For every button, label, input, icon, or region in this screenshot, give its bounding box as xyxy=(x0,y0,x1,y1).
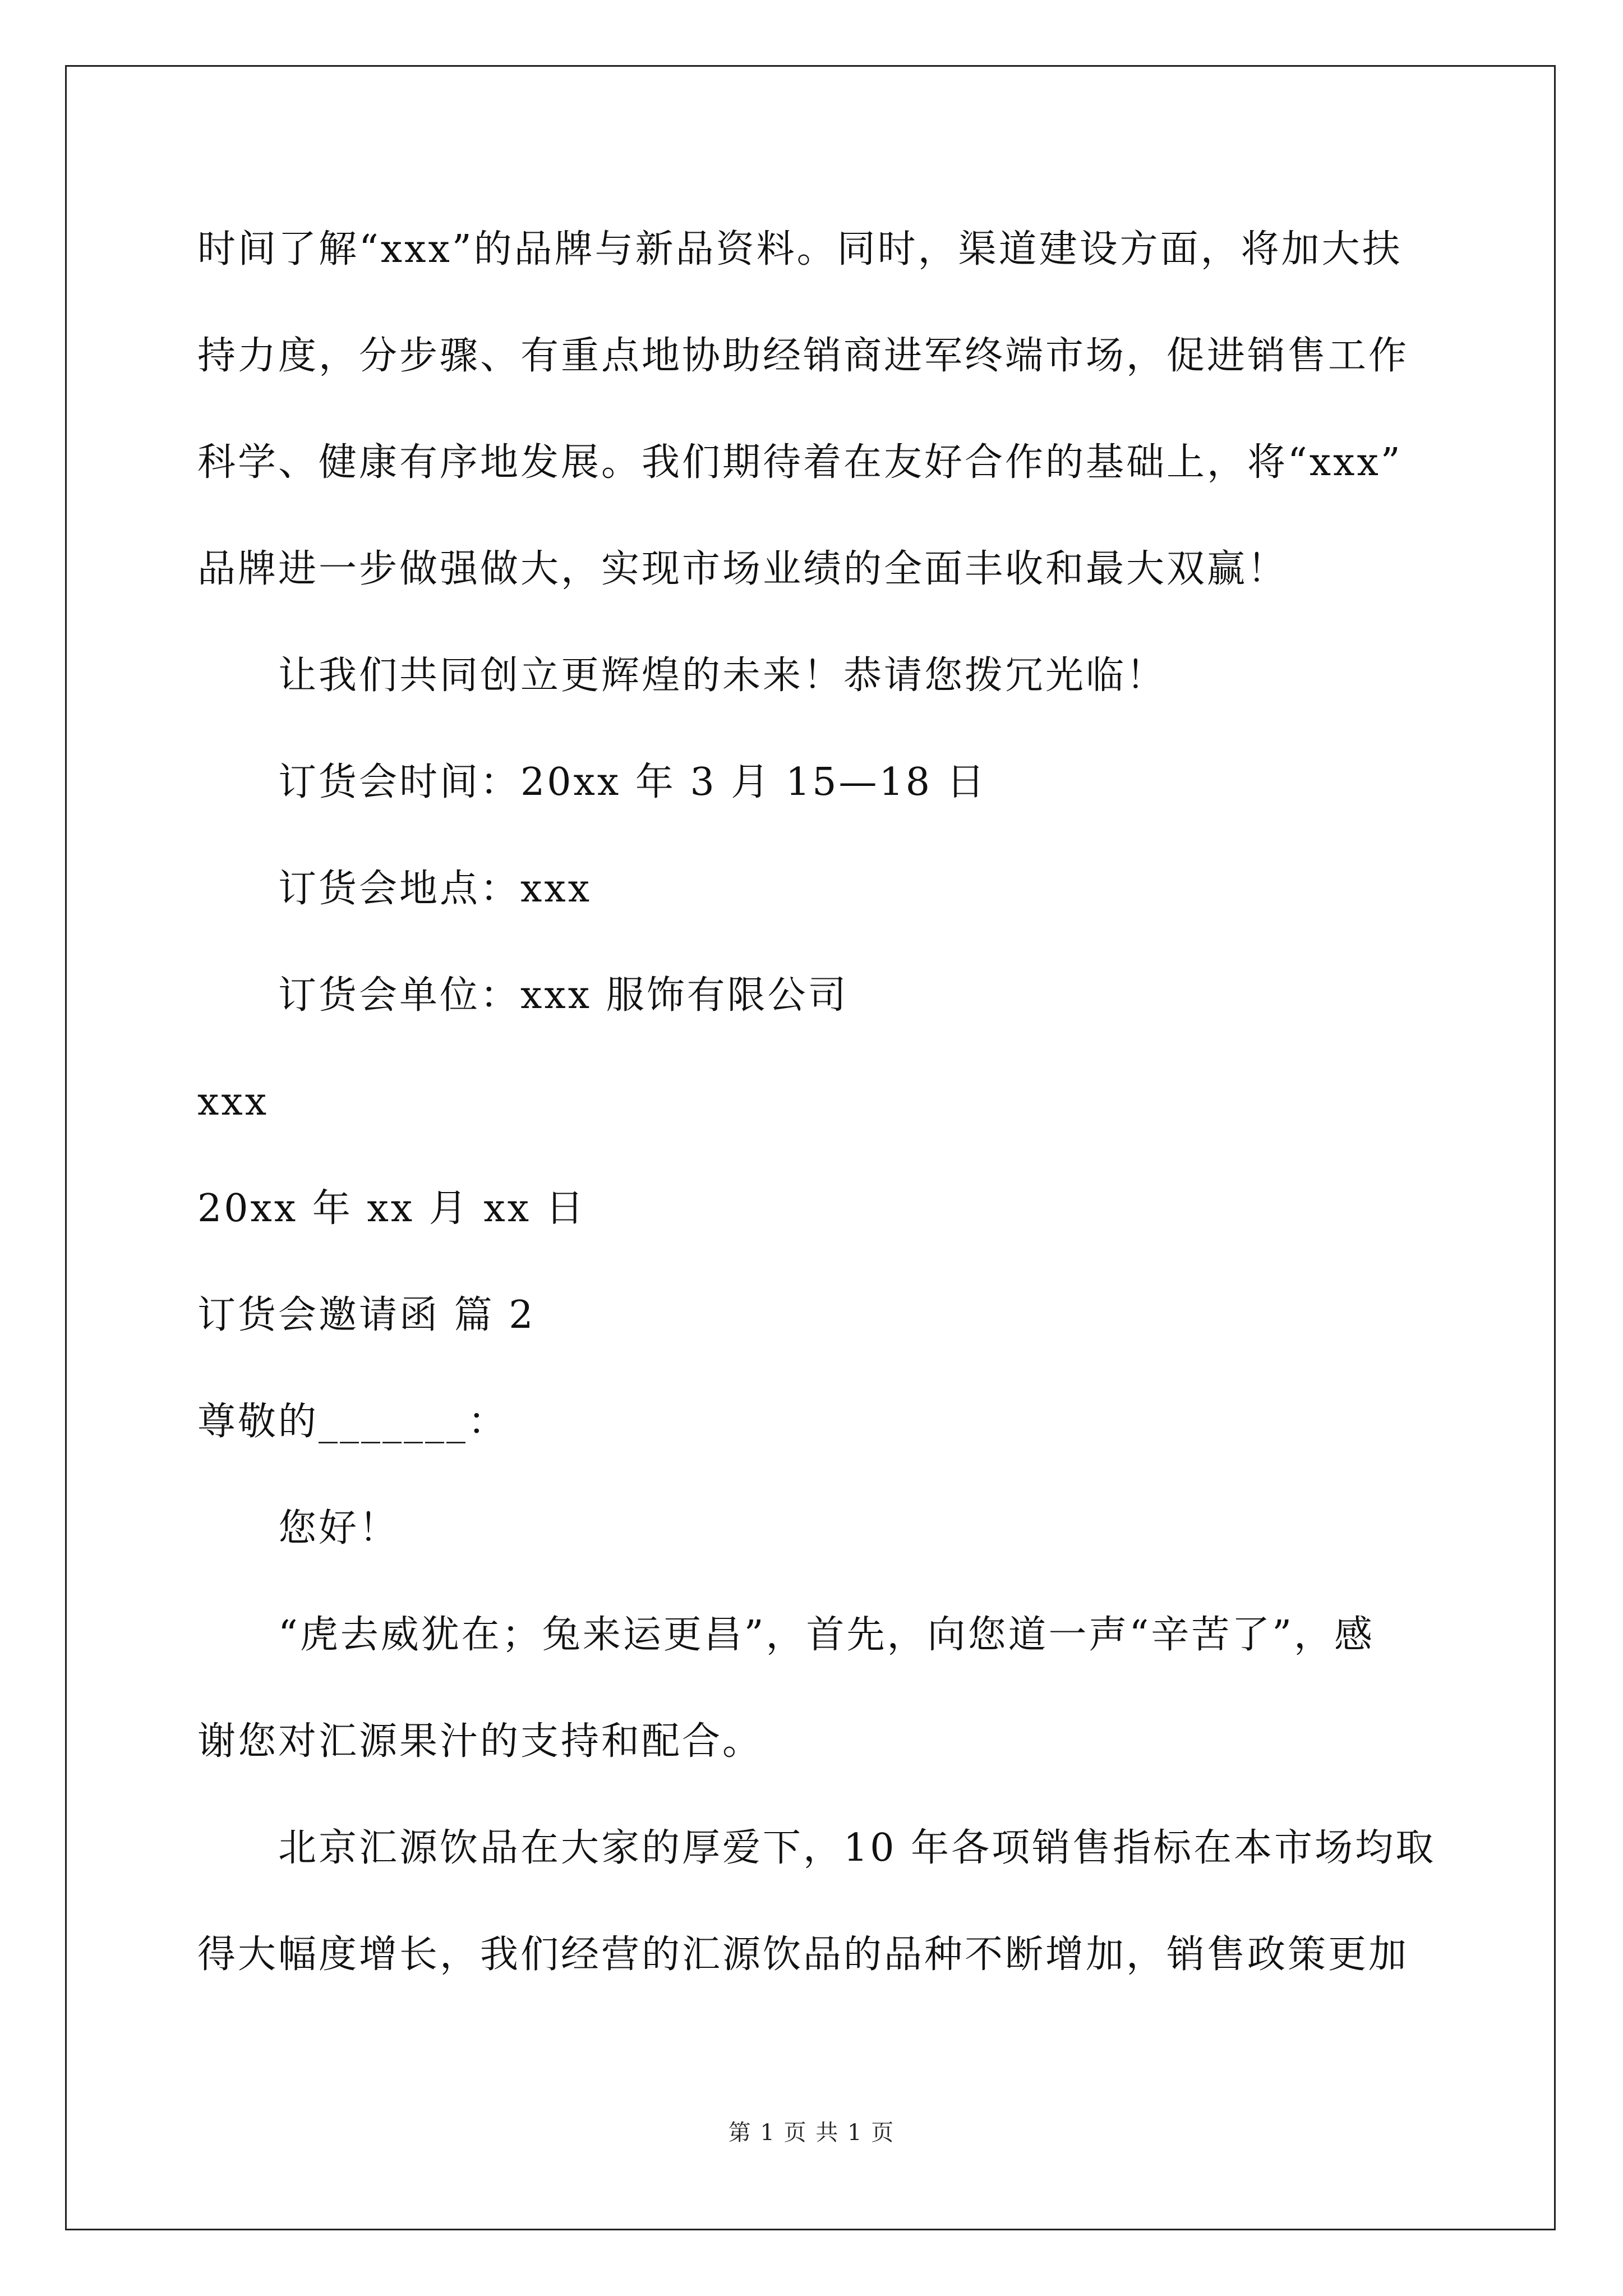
meeting-location-line: 订货会地点：xxx xyxy=(278,867,592,911)
document-body xyxy=(197,216,1436,2028)
signature-name: xxx xyxy=(197,1080,269,1124)
text-line-16: 北京汇源饮品在大家的厚爱下，10 年各项销售指标在本市场均取 xyxy=(278,1826,1436,1870)
text-line-5: 让我们共同创立更辉煌的未来！恭请您拨冗光临！ xyxy=(278,654,1167,698)
page-footer: 第 1 页 共 1 页 xyxy=(728,2120,895,2146)
text-line-1: 时间了解“xxx”的品牌与新品资料。同时，渠道建设方面，将加大扶 xyxy=(197,227,1403,272)
text-line-15: 谢您对汇源果汁的支持和配合。 xyxy=(197,1719,763,1764)
section-title: 订货会邀请函 篇 2 xyxy=(197,1293,536,1337)
text-line-2: 持力度，分步骤、有重点地协助经销商进军终端市场，促进销售工作 xyxy=(197,334,1409,378)
text-line-17: 得大幅度增长，我们经营的汇源饮品的品种不断增加，销售政策更加 xyxy=(197,1932,1409,1977)
signature-date: 20xx 年 xx 月 xx 日 xyxy=(197,1186,586,1231)
meeting-time-line: 订货会时间：20xx 年 3 月 15—18 日 xyxy=(278,760,987,804)
text-line-4: 品牌进一步做强做大，实现市场业绩的全面丰收和最大双赢！ xyxy=(197,547,1288,591)
text-line-3: 科学、健康有序地发展。我们期待着在友好合作的基础上，将“xxx” xyxy=(197,440,1403,485)
salutation: 尊敬的_______： xyxy=(197,1400,509,1444)
meeting-organizer-line: 订货会单位：xxx 服饰有限公司 xyxy=(278,973,849,1018)
greeting: 您好！ xyxy=(278,1506,400,1550)
text-line-14: “虎去威犹在；兔来运更昌”，首先，向您道一声“辛苦了”，感 xyxy=(278,1613,1375,1657)
